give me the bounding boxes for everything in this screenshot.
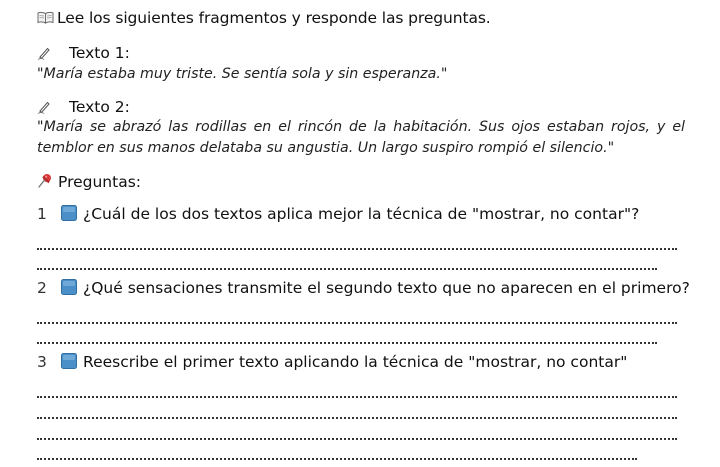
- questions-heading-text: Preguntas:: [58, 173, 142, 191]
- blue-square-icon: [61, 353, 77, 369]
- open-book-icon: [37, 10, 54, 23]
- instruction-text: Lee los siguientes fragmentos y responde las preguntas.: [57, 9, 491, 27]
- text-1-label: Texto 1:: [69, 44, 130, 62]
- text-2-body-line-2: temblor en sus manos delataba su angustia. Un largo suspiro rompió el silencio.": [37, 140, 615, 156]
- writing-hand-icon: [37, 46, 51, 60]
- pushpin-icon: [37, 173, 53, 189]
- answer-line[interactable]: [37, 438, 677, 440]
- question-3: [37, 353, 627, 371]
- answer-line[interactable]: [37, 458, 637, 460]
- answer-line[interactable]: [37, 342, 657, 344]
- answer-line[interactable]: [37, 248, 677, 250]
- question-text: Reescribe el primer texto aplicando la técnica de "mostrar, no contar": [83, 353, 628, 371]
- instruction-line: [37, 9, 491, 27]
- answer-line[interactable]: [37, 417, 677, 419]
- blue-square-icon: [61, 279, 77, 295]
- writing-hand-icon: [37, 100, 51, 114]
- text-2-label: Texto 2:: [69, 98, 130, 116]
- text-1-body: "María estaba muy triste. Se sentía sola y sin esperanza.": [37, 66, 448, 82]
- text-2-body-line-1: "María se abrazó las rodillas en el rincón de la habitación. Sus ojos estaban rojos, y el: [37, 119, 685, 135]
- question-number: 1: [37, 205, 47, 223]
- blue-square-icon: [61, 205, 77, 221]
- text-1-heading: [37, 44, 130, 62]
- question-text: ¿Qué sensaciones transmite el segundo texto que no aparecen en el primero?: [83, 279, 690, 297]
- question-2: [37, 279, 690, 297]
- question-number: 2: [37, 279, 47, 297]
- question-number: 3: [37, 353, 47, 371]
- question-text: ¿Cuál de los dos textos aplica mejor la técnica de "mostrar, no contar"?: [83, 205, 640, 223]
- answer-line[interactable]: [37, 396, 677, 398]
- answer-line[interactable]: [37, 268, 657, 270]
- questions-heading: [37, 173, 141, 191]
- text-2-heading: [37, 98, 130, 116]
- answer-line[interactable]: [37, 322, 677, 324]
- question-1: [37, 205, 639, 223]
